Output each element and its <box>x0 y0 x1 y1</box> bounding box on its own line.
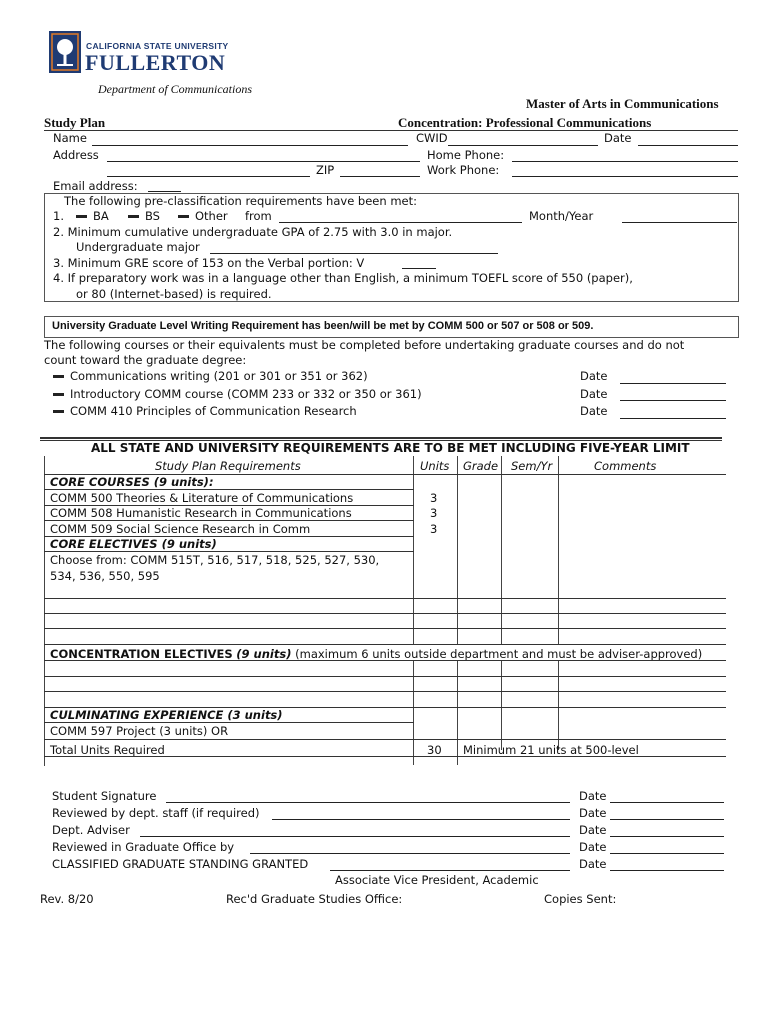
col-border-comments <box>558 456 559 644</box>
sig-date-label: Date <box>579 806 607 820</box>
dept-adviser-label: Dept. Adviser <box>52 823 130 837</box>
prereq-intro-line1: The following courses or their equivalents must be completed before undertaking graduate courses and do not <box>44 338 685 352</box>
checkbox-icon <box>128 215 139 218</box>
total-units-label: Total Units Required <box>50 743 165 757</box>
undergrad-major-field[interactable] <box>210 253 498 254</box>
preclass-item3: 3. Minimum GRE score of 153 on the Verbal portion: V <box>53 256 365 270</box>
sig-date-field[interactable] <box>610 819 724 820</box>
table-bottom-rule <box>44 756 726 757</box>
received-label: Rec'd Graduate Studies Office: <box>226 892 403 906</box>
preclass-item2: 2. Minimum cumulative undergraduate GPA of 2.75 with 3.0 in major. <box>53 225 453 239</box>
table-row-rule <box>44 644 726 645</box>
table-row-rule <box>44 739 726 740</box>
col-header-requirements: Study Plan Requirements <box>155 459 301 473</box>
preclass-item4-cont: or 80 (Internet-based) is required. <box>76 287 272 301</box>
units-cell: 3 <box>430 491 438 505</box>
student-signature-label: Student Signature <box>52 789 157 803</box>
table-banner: ALL STATE AND UNIVERSITY REQUIREMENTS ARE TO BE MET INCLUDING FIVE-YEAR LIMIT <box>91 441 690 455</box>
address-label: Address <box>53 148 99 162</box>
sig-date-field[interactable] <box>610 802 724 803</box>
sig-date-label: Date <box>579 857 607 871</box>
concentration-title: Concentration: Professional Communications <box>398 115 652 130</box>
cwid-field[interactable] <box>448 145 598 146</box>
address-line2-field[interactable] <box>107 176 310 177</box>
col-border-comments <box>558 660 559 750</box>
electives-choose-line1: Choose from: COMM 515T, 516, 517, 518, 525, 527, 530, <box>50 553 380 567</box>
table-top-rule <box>40 437 722 439</box>
from-label: from <box>245 209 272 223</box>
prereq-date-label: Date <box>580 387 608 401</box>
table-row-rule <box>44 598 726 599</box>
col-header-units: Units <box>420 459 450 473</box>
prereq-item-label: Introductory COMM course (COMM 233 or 332 or 350 or 361) <box>70 387 422 401</box>
prereq-date-label: Date <box>580 404 608 418</box>
checkbox-icon <box>53 375 64 378</box>
date-field[interactable] <box>638 145 738 146</box>
avp-label: Associate Vice President, Academic <box>335 873 539 887</box>
home-phone-label: Home Phone: <box>427 148 505 162</box>
work-phone-label: Work Phone: <box>427 163 500 177</box>
sig-date-field[interactable] <box>610 853 724 854</box>
gre-verbal-field[interactable] <box>402 268 436 269</box>
copies-sent-label: Copies Sent: <box>544 892 617 906</box>
email-field[interactable] <box>148 191 181 192</box>
prereq-intro-line2: count toward the graduate degree: <box>44 353 247 367</box>
table-row-rule <box>44 691 726 692</box>
home-phone-field[interactable] <box>512 161 738 162</box>
email-label: Email address: <box>53 179 138 193</box>
institution-field[interactable] <box>279 222 522 223</box>
study-plan-title: Study Plan <box>44 115 106 130</box>
col-border-units <box>413 660 414 750</box>
sig-date-label: Date <box>579 789 607 803</box>
culminating-item: COMM 597 Project (3 units) OR <box>50 724 229 738</box>
electives-choose-line2: 534, 536, 550, 595 <box>50 569 160 583</box>
core-electives-heading: CORE ELECTIVES (9 units) <box>50 537 217 551</box>
culminating-heading: CULMINATING EXPERIENCE (3 units) <box>50 708 283 722</box>
prereq-date-field[interactable] <box>620 383 726 384</box>
revision-label: Rev. 8/20 <box>40 892 94 906</box>
table-row-rule <box>44 660 726 661</box>
prereq-date-field[interactable] <box>620 400 726 401</box>
table-row-rule <box>44 722 414 723</box>
sig-date-label: Date <box>579 823 607 837</box>
cwid-label: CWID <box>416 131 448 145</box>
concentration-electives-heading <box>50 647 702 661</box>
grad-office-label: Reviewed in Graduate Office by <box>52 840 235 854</box>
table-row: COMM 508 Humanistic Research in Communications <box>50 506 352 520</box>
reviewed-staff-label: Reviewed by dept. staff (if required) <box>52 806 260 820</box>
ba-checkbox[interactable] <box>76 209 109 223</box>
zip-label: ZIP <box>316 163 335 177</box>
table-row-rule <box>44 520 414 521</box>
work-phone-field[interactable] <box>512 176 738 177</box>
zip-field[interactable] <box>340 176 420 177</box>
preclass-intro: The following pre-classification requirements have been met: <box>64 194 417 208</box>
table-row-rule <box>44 628 726 629</box>
checkbox-icon <box>76 215 87 218</box>
col-header-grade: Grade <box>463 459 499 473</box>
classified-standing-field[interactable] <box>330 870 570 871</box>
table-row: COMM 500 Theories & Literature of Communications <box>50 491 354 505</box>
table-row: COMM 509 Social Science Research in Comm <box>50 522 311 536</box>
department-name: Department of Communications <box>98 82 252 96</box>
col-border-units <box>413 740 414 765</box>
logo-main-text: FULLERTON <box>85 50 226 75</box>
other-checkbox[interactable] <box>178 209 228 223</box>
prereq-date-field[interactable] <box>620 418 726 419</box>
name-field[interactable] <box>92 145 408 146</box>
table-row-rule <box>44 676 726 677</box>
bs-label: BS <box>145 209 160 223</box>
core-courses-heading: CORE COURSES (9 units): <box>50 475 214 489</box>
total-units-value: 30 <box>427 743 442 757</box>
undergrad-major-label: Undergraduate major <box>76 240 200 254</box>
col-border-sem <box>501 456 502 644</box>
student-signature-field[interactable] <box>166 802 570 803</box>
grad-office-field[interactable] <box>250 853 570 854</box>
total-units-note: Minimum 21 units at 500-level <box>463 743 639 757</box>
degree-title: Master of Arts in Communications <box>526 96 719 111</box>
bs-checkbox[interactable] <box>128 209 160 223</box>
concentration-electives-note: (maximum 6 units outside department and must be adviser-approved) <box>295 647 703 661</box>
prereq-item-comm410[interactable] <box>53 404 357 418</box>
table-row-rule <box>44 613 726 614</box>
month-year-field[interactable] <box>622 222 737 223</box>
col-header-comments: Comments <box>594 459 657 473</box>
prereq-item-label: Communications writing (201 or 301 or 351 or 362) <box>70 369 368 383</box>
month-year-label: Month/Year <box>529 209 594 223</box>
sig-date-field[interactable] <box>610 836 724 837</box>
preclass-item4: 4. If preparatory work was in a language other than English, a minimum TOEFL score of 550 (paper), <box>53 271 633 285</box>
checkbox-icon <box>178 215 189 218</box>
other-label: Other <box>195 209 228 223</box>
table-row-rule <box>44 551 414 552</box>
sig-date-label: Date <box>579 840 607 854</box>
classified-standing-label: CLASSIFIED GRADUATE STANDING GRANTED <box>52 857 309 871</box>
col-border-left <box>44 456 45 766</box>
address-field[interactable] <box>107 161 420 162</box>
checkbox-icon <box>53 410 64 413</box>
reviewed-staff-field[interactable] <box>272 819 570 820</box>
col-border-sem <box>501 660 502 750</box>
table-row-rule <box>44 489 414 490</box>
logo-top-text: CALIFORNIA STATE UNIVERSITY <box>86 41 229 51</box>
dept-adviser-field[interactable] <box>140 836 570 837</box>
units-cell: 3 <box>430 506 438 520</box>
header-rule <box>44 130 738 131</box>
sig-date-field[interactable] <box>610 870 724 871</box>
units-cell: 3 <box>430 522 438 536</box>
col-border-grade <box>457 456 458 644</box>
date-label: Date <box>604 131 632 145</box>
name-label: Name <box>53 131 87 145</box>
concentration-electives-title: CONCENTRATION ELECTIVES <box>50 647 233 661</box>
col-border-units <box>413 456 414 644</box>
concentration-electives-units: (9 units) <box>236 647 292 661</box>
col-header-sem-yr: Sem/Yr <box>511 459 553 473</box>
prereq-date-label: Date <box>580 369 608 383</box>
ba-label: BA <box>93 209 109 223</box>
titan-seal-icon <box>49 31 81 73</box>
preclass-item1-number: 1. <box>53 209 64 223</box>
prereq-item-intro-comm[interactable] <box>53 387 422 401</box>
prereq-item-writing[interactable] <box>53 369 368 383</box>
writing-requirement-text: University Graduate Level Writing Requirement has been/will be met by COMM 500 or 507 or 508 or 509. <box>52 320 594 332</box>
checkbox-icon <box>53 393 64 396</box>
prereq-item-label: COMM 410 Principles of Communication Research <box>70 404 357 418</box>
